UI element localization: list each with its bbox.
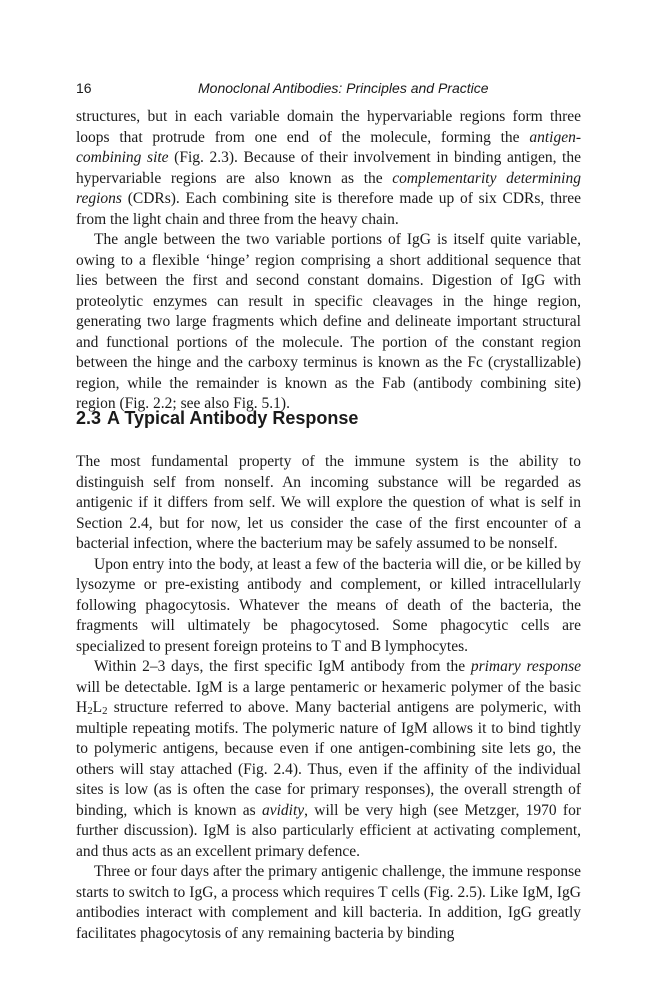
running-title: Monoclonal Antibodies: Principles and Practice bbox=[198, 80, 489, 96]
defined-term: complementarity determining regions bbox=[76, 169, 581, 207]
paragraph: Upon entry into the body, at least a few of the bacteria will die, or be killed by lysozyme or pre-existing antibody and complement, or killed intracellularly following phagocytosis. Whatever the means of death of the bacteria, the fragments will ultimately be phagocytosed. Some phagocytic cells are specialized to present foreign proteins to T and B lymphocytes. bbox=[76, 555, 581, 655]
text-run: , will be very high (see Metzger, 1970 for further discussion). IgM is also particularly efficient at activating complement, and thus acts as an excellent primary defence. bbox=[76, 801, 581, 860]
text-block-lower bbox=[76, 452, 581, 944]
section-heading bbox=[76, 407, 581, 429]
paragraph: The angle between the two variable portions of IgG is itself quite variable, owing to a flexible ‘hinge’ region comprising a short additional sequence that lies between the first and second constant domains. Digestion of IgG with proteolytic enzymes can result in specific cleavages in the hinge region, generating two large fragments which define and delineate important structural and functional portions of the molecule. The portion of the constant region between the hinge and the carboxy terminus is known as the Fc (crystallizable) region, while the remainder is known as the Fab (antibody combining site) region (Fig. 2.2; see also Fig. 5.1). bbox=[76, 231, 581, 412]
text-run: (Fig. 2.3). Because of their involvement in binding antigen, the hypervariable regions are also known as the bbox=[76, 149, 581, 187]
section-title: A Typical Antibody Response bbox=[107, 408, 359, 428]
paragraph: Three or four days after the primary antigenic challenge, the immune response starts to switch to IgG, a process which requires T cells (Fig. 2.5). Like IgM, IgG antibodies interact with complement and kill bacteria. In addition, IgG greatly facilitates phagocytosis of any remaining bacteria by binding bbox=[76, 863, 581, 942]
defined-term: antigen-combining site bbox=[76, 128, 581, 166]
text-run: (CDRs). Each combining site is therefore made up of six CDRs, three from the light chain and three from the heavy chain. bbox=[76, 190, 581, 228]
formula-subscript: 2 bbox=[102, 705, 108, 717]
text-run: Within 2–3 days, the first specific IgM antibody from the bbox=[94, 658, 471, 675]
paragraph bbox=[76, 657, 581, 862]
text-run: structure referred to above. Many bacterial antigens are polymeric, with multiple repeating motifs. The polymeric nature of IgM allows it to bind tightly to polymeric antigens, because even if one antigen-combining site lets go, the others will stay attached (Fig. 2.4). Thus, even if the affinity of the individual sites is low (as is often the case for primary responses), the overall strength of binding, which is known as bbox=[76, 699, 581, 819]
text-run: will be detectable. IgM is a large pentameric or hexameric polymer of the basic bbox=[76, 678, 581, 696]
text-run: structures, but in each variable domain the hypervariable regions form three loops that protrude from one end of the molecule, forming the bbox=[76, 108, 581, 146]
formula-h: H bbox=[76, 699, 88, 716]
defined-term: primary response bbox=[470, 658, 581, 675]
formula-l: L bbox=[92, 699, 103, 716]
paragraph: The most fundamental property of the immune system is the ability to distinguish self from nonself. An incoming substance will be regarded as antigenic if it differs from self. We will explore the question of what is self in Section 2.4, but for now, let us consider the case of the first encounter of a bacterial infection, where the bacterium may be safely assumed to be nonself. bbox=[76, 453, 581, 552]
text-block-upper bbox=[76, 107, 581, 415]
defined-term: avidity bbox=[261, 801, 305, 819]
running-header bbox=[76, 80, 581, 100]
paragraph bbox=[76, 107, 581, 230]
page-number: 16 bbox=[76, 80, 92, 96]
section-number: 2.3 bbox=[76, 408, 102, 428]
formula-h2l2 bbox=[76, 699, 108, 716]
formula-subscript: 2 bbox=[87, 705, 93, 717]
